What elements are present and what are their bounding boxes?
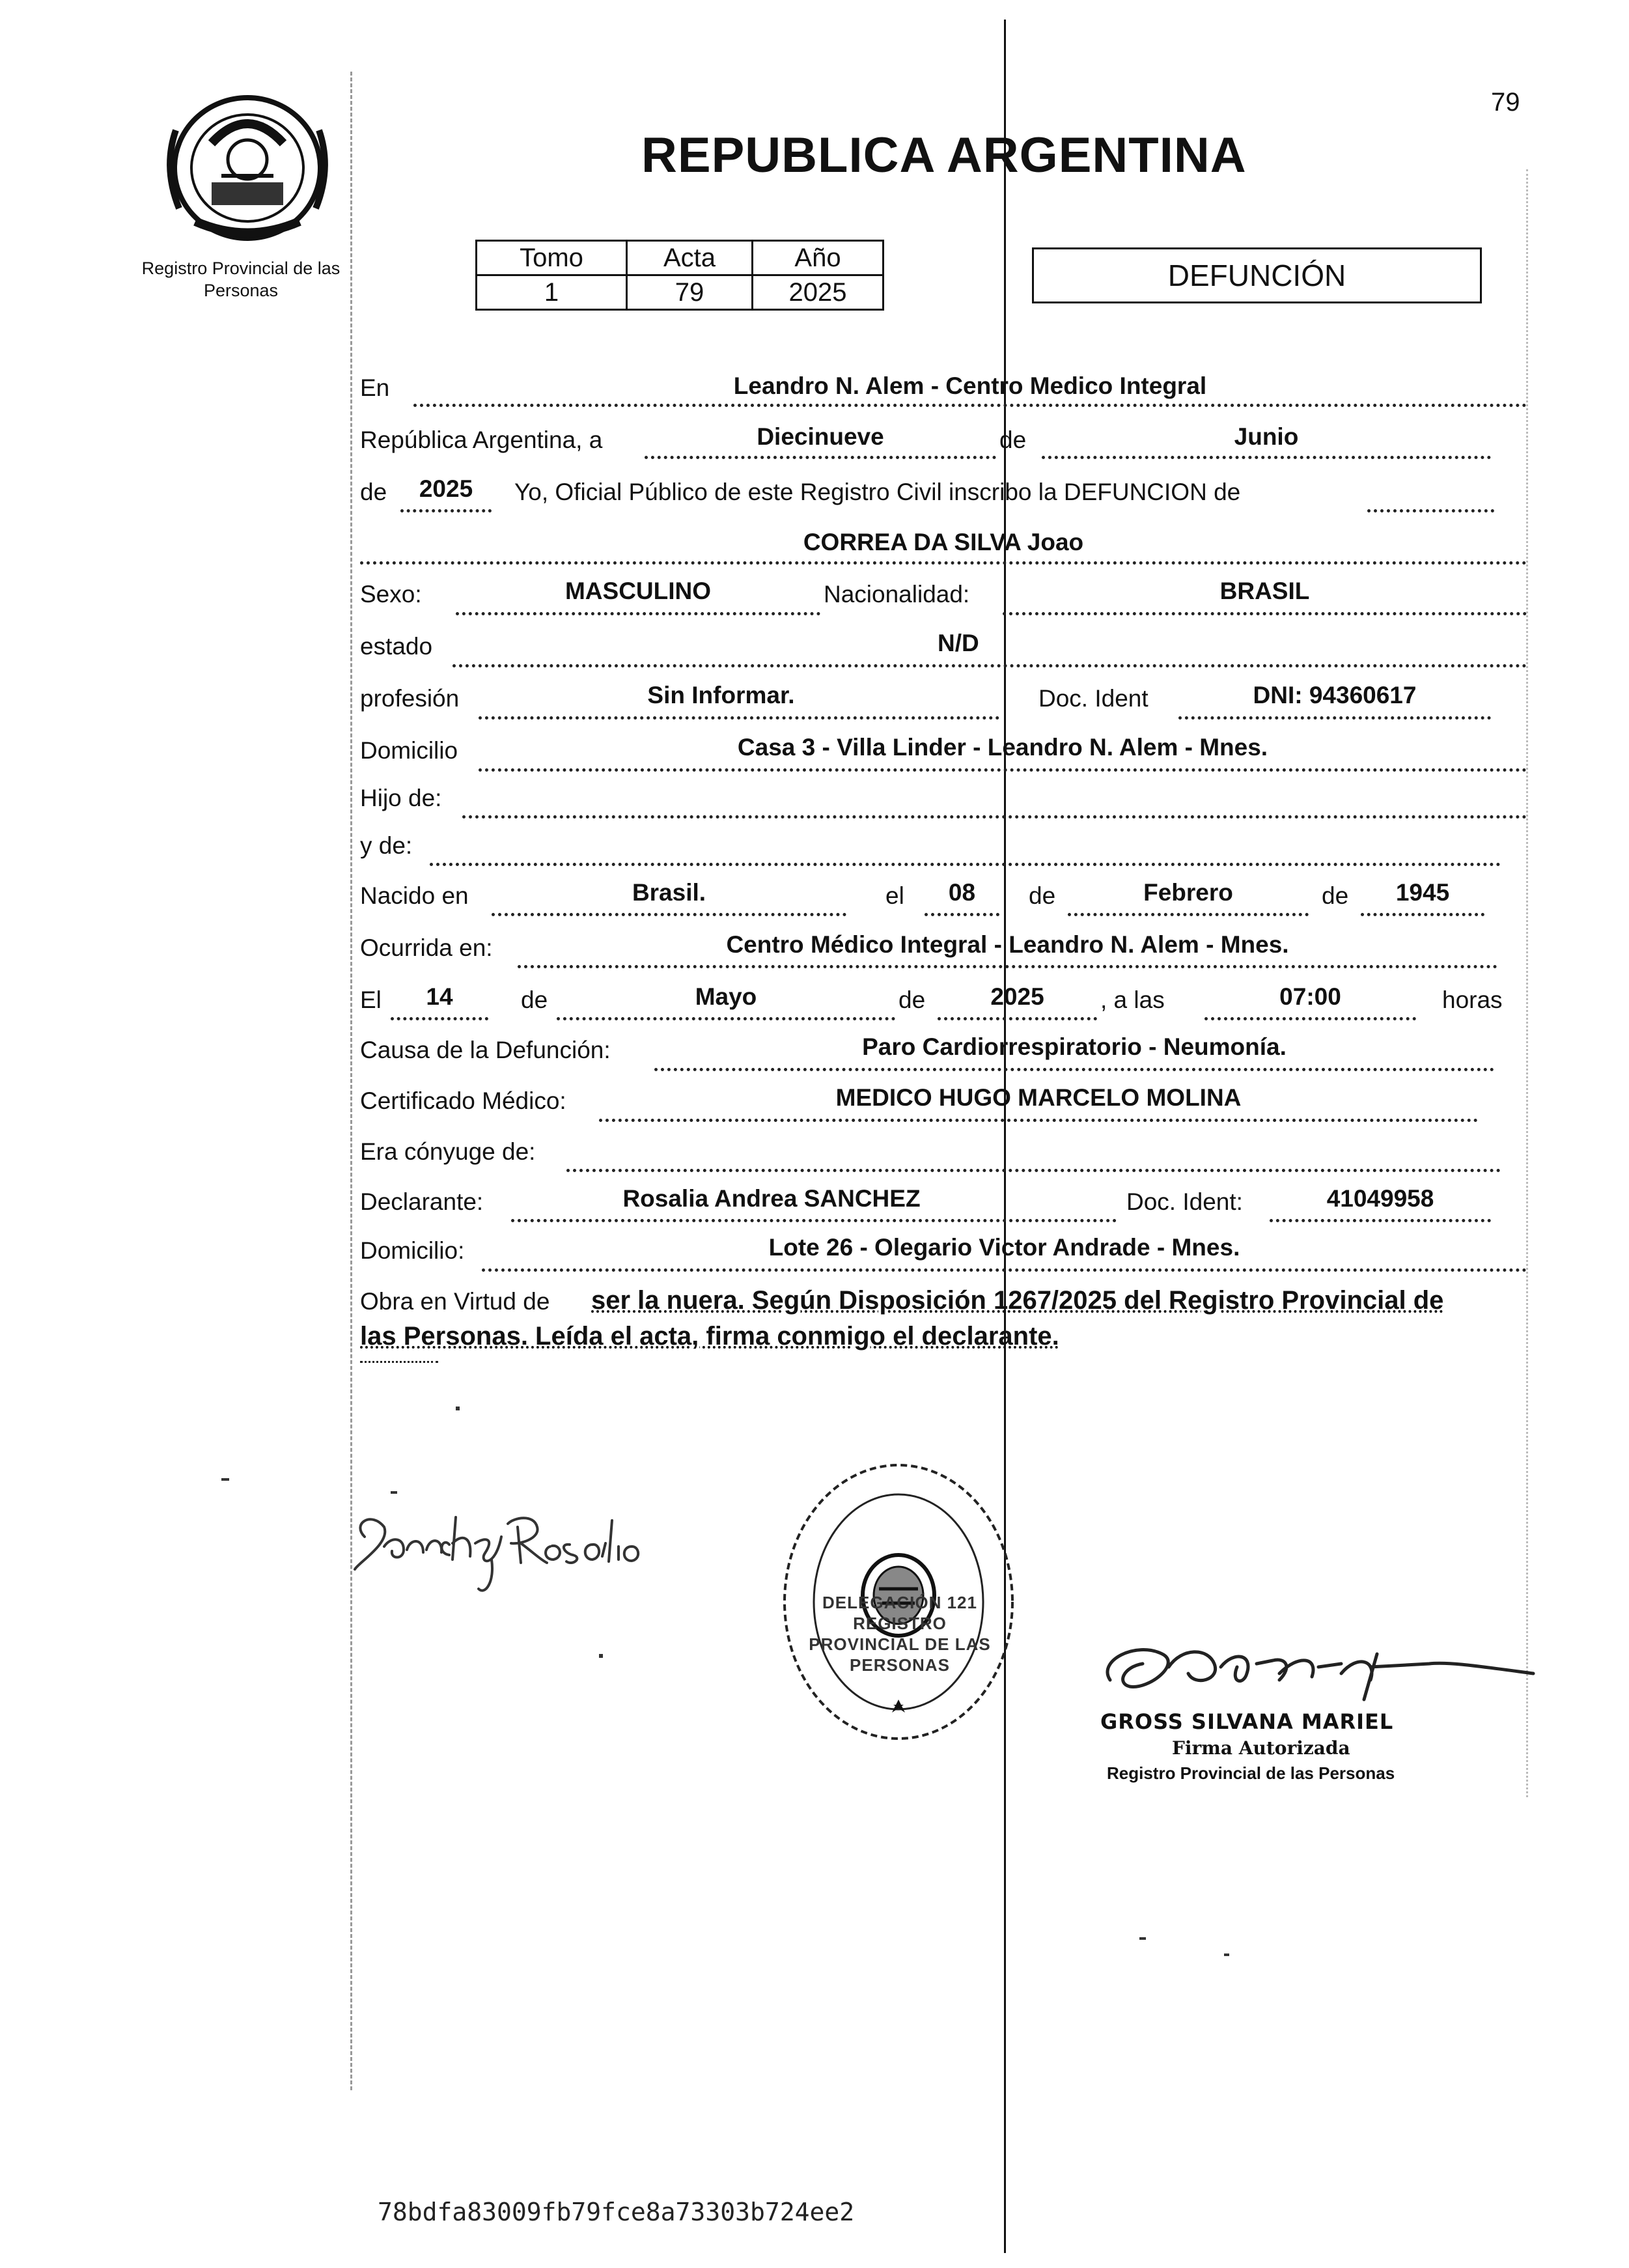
dotline-hijo-de xyxy=(462,815,1527,819)
dotline-dia xyxy=(645,456,996,459)
field-estado: N/D xyxy=(938,630,979,656)
field-mes-inscripcion: Junio xyxy=(1234,423,1299,450)
dotline-declarante xyxy=(511,1219,1117,1222)
field-declarante: Rosalia Andrea SANCHEZ xyxy=(622,1185,921,1212)
label-nacido-en: Nacido en xyxy=(360,882,469,909)
scan-speck xyxy=(391,1491,397,1494)
dotline-def-anio xyxy=(938,1017,1097,1020)
field-lugar: Leandro N. Alem - Centro Medico Integral xyxy=(733,372,1207,399)
dotline-nac-mes xyxy=(1068,913,1309,916)
registry-name: Registro Provincial de las Personas xyxy=(141,259,341,300)
field-obra-line2: las Personas. Leída el acta, firma conmigo el declarante. xyxy=(360,1322,1059,1351)
label-ocurrida-en: Ocurrida en: xyxy=(360,934,493,961)
dotline-nac-dia xyxy=(925,913,999,916)
label-domicilio: Domicilio xyxy=(360,737,458,764)
dotline-nombre xyxy=(360,561,1527,565)
field-nac-dia: 08 xyxy=(948,879,976,906)
header-acta: Acta xyxy=(627,241,753,275)
dotline-documento xyxy=(1178,716,1491,720)
label-doc-ident-2: Doc. Ident: xyxy=(1126,1188,1243,1215)
dotline-declarante-doc xyxy=(1270,1219,1491,1222)
label-nacionalidad: Nacionalidad: xyxy=(824,581,970,608)
value-anio: 2025 xyxy=(753,275,884,310)
dotline-domicilio xyxy=(479,768,1527,772)
field-nacido-en: Brasil. xyxy=(632,879,706,906)
field-dia-inscripcion: Diecinueve xyxy=(757,423,884,450)
dotline-causa xyxy=(654,1068,1494,1071)
header-tomo: Tomo xyxy=(477,241,627,275)
dotline-def-mes xyxy=(557,1017,895,1020)
field-nac-mes: Febrero xyxy=(1143,879,1233,906)
declarante-signature xyxy=(345,1498,710,1615)
label-republica: República Argentina, a xyxy=(360,427,603,453)
field-nombre: CORREA DA SILVA Joao xyxy=(803,529,1084,555)
page-number: 79 xyxy=(1491,88,1520,117)
dotline-certificado xyxy=(599,1119,1478,1122)
label-causa: Causa de la Defunción: xyxy=(360,1037,611,1063)
province-seal xyxy=(150,91,345,247)
official-role: Firma Autorizada xyxy=(1172,1737,1350,1759)
reference-table xyxy=(475,240,884,311)
scan-line xyxy=(1004,20,1006,2253)
label-de-nac-1: de xyxy=(1029,882,1056,909)
label-declarante: Declarante: xyxy=(360,1188,484,1215)
field-declarante-domicilio: Lote 26 - Olegario Victor Andrade - Mnes. xyxy=(768,1234,1240,1261)
field-def-hora: 07:00 xyxy=(1279,983,1341,1010)
label-sexo: Sexo: xyxy=(360,581,422,608)
value-tomo: 1 xyxy=(477,275,627,310)
header-anio: Año xyxy=(753,241,884,275)
field-def-dia: 14 xyxy=(426,983,453,1010)
value-acta: 79 xyxy=(627,275,753,310)
dotline-de-end xyxy=(1367,509,1494,512)
label-de-def-1: de xyxy=(521,987,548,1013)
label-de-2: de xyxy=(360,479,387,505)
record-type-box xyxy=(1032,247,1482,303)
dotline-mes xyxy=(1042,456,1491,459)
dotline-estado xyxy=(452,664,1527,667)
dotline-obra-end xyxy=(360,1361,438,1363)
official-name: GROSS SILVANA MARIEL xyxy=(1100,1709,1394,1734)
scan-speck xyxy=(599,1654,603,1658)
field-profesion: Sin Informar. xyxy=(647,682,795,708)
label-el: El xyxy=(360,987,382,1013)
dotline-lugar xyxy=(413,404,1527,407)
dotline-nac-anio xyxy=(1361,913,1484,916)
label-profesion: profesión xyxy=(360,685,460,712)
margin-line xyxy=(350,72,352,2090)
field-anio-inscripcion: 2025 xyxy=(419,475,473,502)
record-type: DEFUNCIÓN xyxy=(1167,259,1346,292)
field-declarante-doc: 41049958 xyxy=(1326,1185,1434,1212)
field-ocurrida-en: Centro Médico Integral - Leandro N. Alem - Mnes. xyxy=(726,931,1289,958)
dotline-anio xyxy=(400,509,492,512)
label-yo: Yo, Oficial Público de este Registro Civil inscribo la DEFUNCION de xyxy=(514,479,1241,505)
label-y-de: y de: xyxy=(360,832,413,859)
dotline-declarante-domicilio xyxy=(482,1268,1527,1272)
field-nac-anio: 1945 xyxy=(1395,879,1450,906)
dotline-def-dia xyxy=(391,1017,488,1020)
label-doc-ident: Doc. Ident xyxy=(1038,685,1149,712)
stamp-ring-text: DELEGACIÓN 121 REGISTRO PROVINCIAL DE LAS PERSONAS xyxy=(809,1593,991,1675)
dotline-conyuge xyxy=(566,1169,1501,1172)
label-de-def-2: de xyxy=(898,987,926,1013)
label-hijo-de: Hijo de: xyxy=(360,785,442,811)
field-documento: DNI: 94360617 xyxy=(1253,682,1417,708)
field-obra-line1: ser la nuera. Según Disposición 1267/2025 del Registro Provincial de xyxy=(591,1286,1444,1315)
field-domicilio: Casa 3 - Villa Linder - Leandro N. Alem - Mnes. xyxy=(737,734,1268,761)
scan-speck xyxy=(456,1407,460,1410)
right-margin-line xyxy=(1526,169,1528,1797)
dotline-ocurrida-en xyxy=(518,965,1497,968)
dotline-y-de xyxy=(430,863,1501,866)
dotline-def-hora xyxy=(1204,1017,1416,1020)
dotline-nacionalidad xyxy=(1003,612,1527,615)
field-def-mes: Mayo xyxy=(695,983,757,1010)
label-de-1: de xyxy=(999,427,1027,453)
field-nacionalidad: BRASIL xyxy=(1219,578,1310,604)
field-def-anio: 2025 xyxy=(990,983,1044,1010)
label-obra: Obra en Virtud de xyxy=(360,1288,550,1315)
label-a-las: , a las xyxy=(1100,987,1165,1013)
label-el-nac: el xyxy=(885,882,904,909)
scan-speck xyxy=(221,1478,229,1481)
label-en: En xyxy=(360,374,390,401)
footer-hash: 78bdfa83009fb79fce8a73303b724ee2 xyxy=(378,2198,855,2226)
label-certificado: Certificado Médico: xyxy=(360,1087,566,1114)
label-horas: horas xyxy=(1442,987,1503,1013)
dotline-profesion xyxy=(479,716,999,720)
country-title: REPUBLICA ARGENTINA xyxy=(641,128,1247,183)
label-conyuge: Era cónyuge de: xyxy=(360,1138,536,1165)
field-certificado: MEDICO HUGO MARCELO MOLINA xyxy=(835,1084,1242,1111)
field-causa: Paro Cardiorrespiratorio - Neumonía. xyxy=(862,1033,1287,1060)
label-de-nac-2: de xyxy=(1322,882,1349,909)
official-signature xyxy=(1084,1628,1540,1713)
scan-speck xyxy=(1224,1953,1229,1956)
official-registry: Registro Provincial de las Personas xyxy=(1107,1763,1395,1783)
dotline-sexo xyxy=(456,612,820,615)
dotline-nacido-en xyxy=(492,913,846,916)
label-estado: estado xyxy=(360,633,433,660)
scan-speck xyxy=(1139,1937,1146,1940)
label-domicilio-2: Domicilio: xyxy=(360,1237,465,1264)
field-sexo: MASCULINO xyxy=(564,578,712,604)
